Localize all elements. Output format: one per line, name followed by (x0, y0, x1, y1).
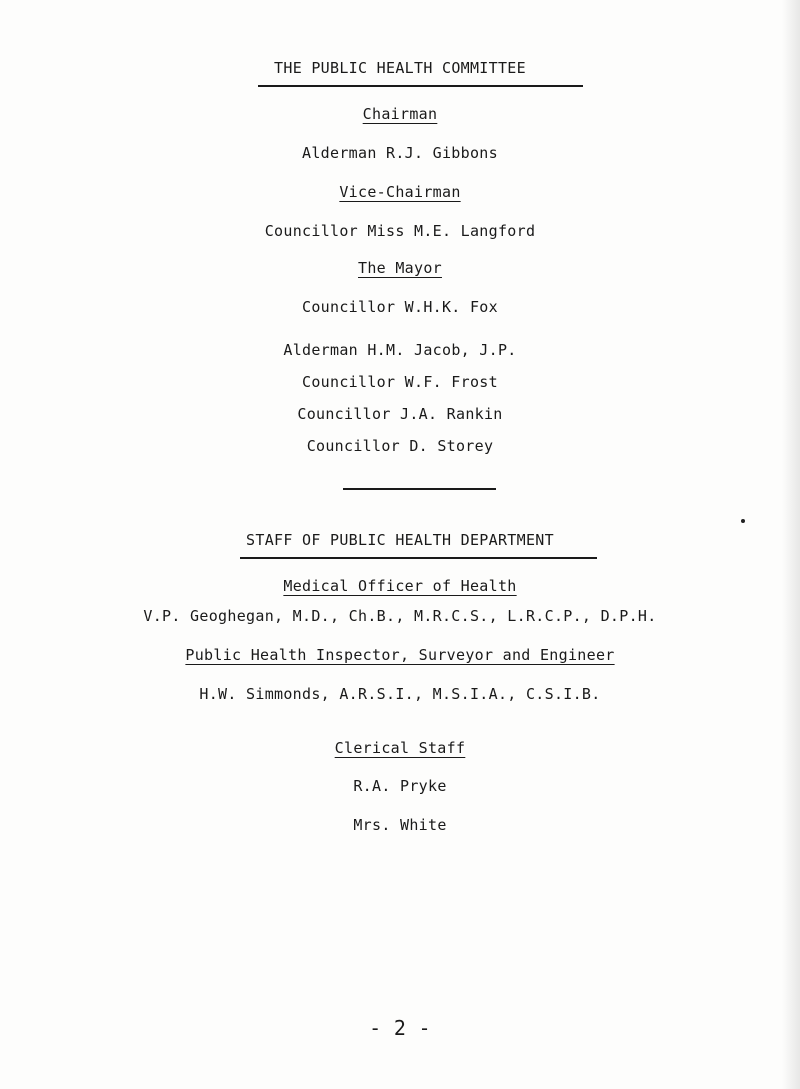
staff-title-rule (240, 557, 597, 559)
member-item: Councillor W.H.K. Fox (302, 298, 498, 316)
member-item: Alderman H.M. Jacob, J.P. (283, 341, 517, 359)
clerical-item: R.A. Pryke (353, 777, 447, 795)
page-number: - 2 - (369, 1016, 431, 1040)
member-item: Councillor J.A. Rankin (297, 405, 503, 423)
committee-title: THE PUBLIC HEALTH COMMITTEE (274, 59, 526, 77)
vice-chairman-name: Councillor Miss M.E. Langford (264, 222, 536, 240)
staff-title: STAFF OF PUBLIC HEALTH DEPARTMENT (246, 531, 554, 549)
inspector-name: H.W. Simmonds, A.R.S.I., M.S.I.A., C.S.I.B. (199, 685, 601, 703)
mayor-heading: The Mayor (358, 259, 442, 277)
inspector-heading: Public Health Inspector, Surveyor and Engineer (185, 646, 615, 664)
moh-name: V.P. Geoghegan, M.D., Ch.B., M.R.C.S., L.R.C.P., D.P.H. (143, 607, 657, 625)
section-divider (343, 488, 496, 490)
committee-title-rule (258, 85, 583, 87)
member-item: Councillor D. Storey (306, 437, 494, 455)
clerical-heading: Clerical Staff (334, 739, 466, 757)
moh-heading: Medical Officer of Health (283, 577, 517, 595)
clerical-item: Mrs. White (353, 816, 447, 834)
chairman-name: Alderman R.J. Gibbons (302, 144, 498, 162)
vice-chairman-heading: Vice-Chairman (339, 183, 461, 201)
speck-mark (741, 519, 745, 523)
chairman-heading: Chairman (362, 105, 438, 123)
member-item: Councillor W.F. Frost (302, 373, 498, 391)
